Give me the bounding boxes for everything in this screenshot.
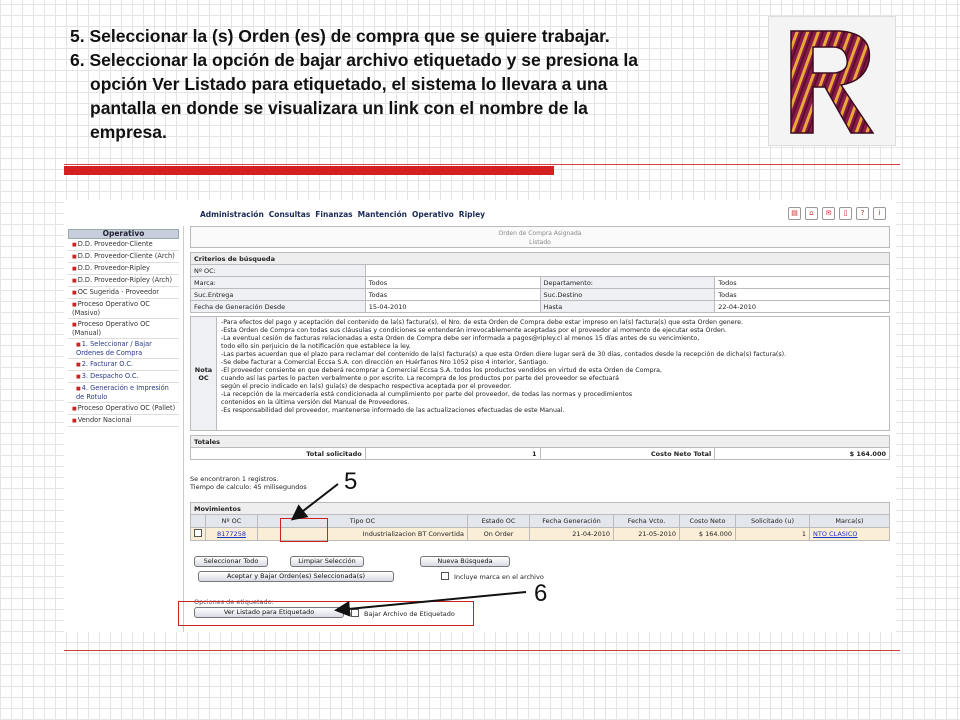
clear-selection-button[interactable]: Limpiar Selección (290, 556, 364, 567)
accept-download-button[interactable]: Aceptar y Bajar Orden(es) Seleccionada(s) (198, 571, 394, 582)
sidebar-item[interactable]: ■ Proceso Operativo OC (Pallet) (68, 403, 179, 415)
marca-label: Marca: (191, 277, 366, 289)
sidebar-subitem[interactable]: ■ 1. Seleccionar / Bajar Ordenes de Compra (68, 339, 179, 359)
include-brand-label: Incluye marca en el archivo (454, 573, 544, 581)
sidebar-item[interactable]: ■ D.D. Proveedor-Cliente (Arch) (68, 251, 179, 263)
depto-label: Departamento: (540, 277, 715, 289)
callout-number-6: 6 (534, 580, 548, 607)
costo-neto-value: $ 164.000 (715, 448, 890, 460)
sidebar-item[interactable]: ■ D.D. Proveedor-Cliente (68, 239, 179, 251)
document-icon[interactable]: ▯ (839, 207, 852, 220)
fecha-desde-value: 15-04-2010 (365, 301, 540, 313)
label-options-title: Opciones de etiquetado: (194, 598, 274, 606)
hasta-label: Hasta (540, 301, 715, 313)
col-marca: Marca(s) (810, 515, 890, 528)
calc-time: Tiempo de calculo: 45 milisegundos (190, 483, 307, 491)
cell-fecha-gen: 21-04-2010 (530, 528, 614, 541)
home-icon[interactable]: ⌂ (805, 207, 818, 220)
menu-administracion[interactable]: Administración (200, 210, 264, 219)
col-tipo: Tipo OC (258, 515, 468, 528)
col-fecha-vcto: Fecha Vcto. (614, 515, 680, 528)
page-title: Orden de Compra Asignada (498, 230, 582, 237)
cell-estado: On Order (468, 528, 530, 541)
sidebar-item[interactable]: ■ OC Sugerida - Proveedor (68, 287, 179, 299)
sidebar-item[interactable]: ■ D.D. Proveedor-Ripley (Arch) (68, 275, 179, 287)
menu-consultas[interactable]: Consultas (268, 210, 311, 219)
arrow-5 (294, 484, 338, 518)
menu-mantencion[interactable]: Mantención (357, 210, 407, 219)
sucent-label: Suc.Entrega (191, 289, 366, 301)
sidebar-subitem[interactable]: ■ 2. Facturar O.C. (68, 359, 179, 371)
sucdest-label: Suc.Destino (540, 289, 715, 301)
sidebar-subitem[interactable]: ■ 4. Generación e Impresión de Rotulo (68, 383, 179, 403)
sidebar-title: Operativo (68, 229, 179, 239)
sidebar-subitem[interactable]: ■ 3. Despacho O.C. (68, 371, 179, 383)
instruction-line-5: empresa. (90, 122, 167, 142)
info-icon[interactable]: i (873, 207, 886, 220)
hasta-value: 22-04-2010 (715, 301, 890, 313)
print-icon[interactable]: ▤ (788, 207, 801, 220)
download-label-file-label: Bajar Archivo de Etiquetado (364, 610, 455, 618)
totals-title: Totales (191, 436, 890, 448)
select-all-button[interactable]: Seleccionar Todo (194, 556, 268, 567)
marca-value: Todos (365, 277, 540, 289)
page-subtitle: Listado (529, 239, 551, 246)
mail-icon[interactable]: ✉ (822, 207, 835, 220)
nota-text: -Para efectos del pago y aceptación del contenido de la(s) factura(s), el Nro. de esta Orden de Compra debe estar impreso en la(s) factura(s) que esta Orden genere. -Esta Orden de Compra con todas sus cláusulas y condiciones se entenderán irrevocablemente aceptadas por el proveedor al momento de ejecutar esta Orden. -La eventual cesión de facturas relacionadas a esta Orden de Compra debe ser informada a pagos@ripley.cl al menos 15 días antes de su vencimiento, todo ello sin perjuicio de la notificación que establece la ley. -Las partes acuerdan que el plazo para reclamar del contenido de la(s) factura(s) a que esta Orden diere lugar será de 30 días, contados desde la recepción de dicha(s) factura(s). -Se debe facturar a Comercial Eccsa S.A. con dirección en Huérfanos Nro 1052 piso 4 interior, Santiago. -El proveedor consiente en que deberá recomprar a Comercial Eccsa S.A. todos los productos vendidos en virtud de esta Orden de Compra, cuando así las partes lo pacten verbalmente o por escrito. La recompra de los productos por parte del proveedor se efectuará según el precio indicado en la(s) guía(s) de despacho respectiva aceptada por el proveedor. -La recepción de la mercadería está condicionada al cumplimiento por parte del proveedor, de todas las normas y procedimientos contenidos en la última versión del Manual de Proveedores. -Es responsabilidad del proveedor, mantenerse informado de las actualizaciones efectuadas de este Manual. (221, 319, 787, 414)
instruction-line-3: opción Ver Listado para etiquetado, el sistema lo llevara a una (90, 74, 608, 94)
costo-neto-label: Costo Neto Total (540, 448, 715, 460)
fecha-desde-label: Fecha de Generación Desde (191, 301, 366, 313)
col-solicitado: Solicitado (u) (736, 515, 810, 528)
criteria-title: Criterios de búsqueda (191, 253, 890, 265)
col-estado: Estado OC (468, 515, 530, 528)
sidebar-item[interactable]: ■ Proceso Operativo OC (Manual) (68, 319, 179, 339)
oc-link[interactable]: 8177258 (217, 530, 246, 538)
movements-title: Movimientos (191, 503, 890, 515)
cell-solicitado: 1 (736, 528, 810, 541)
depto-value: Todos (715, 277, 890, 289)
arrow-6 (338, 592, 526, 610)
menu-operativo[interactable]: Operativo (412, 210, 454, 219)
menu-ripley[interactable]: Ripley (458, 210, 486, 219)
menu-finanzas[interactable]: Finanzas (315, 210, 353, 219)
cell-tipo: Industrializacion BT Convertida (258, 528, 468, 541)
result-count: Se encontraron 1 registros. (190, 475, 279, 483)
nota-label: Nota OC (191, 317, 217, 430)
instruction-step-5: 5. Seleccionar la (s) Orden (es) de compra que se quiere trabajar. (70, 26, 610, 46)
col-fecha-gen: Fecha Generación (530, 515, 614, 528)
instruction-step-6: 6. Seleccionar la opción de bajar archivo etiquetado y se presiona la (70, 50, 638, 70)
callout-number-5: 5 (344, 468, 358, 495)
total-solicitado-label: Total solicitado (191, 448, 366, 460)
help-icon[interactable]: ? (856, 207, 869, 220)
marca-link[interactable]: NTO CLASICO (813, 530, 858, 538)
cell-fecha-vcto: 21-05-2010 (614, 528, 680, 541)
view-labels-list-button[interactable]: Ver Listado para Etiquetado (194, 607, 344, 618)
sucent-value: Todas (365, 289, 540, 301)
cell-costo: $ 164.000 (680, 528, 736, 541)
sidebar-item[interactable]: ■ Vendor Nacional (68, 415, 179, 427)
sucdest-value: Todas (715, 289, 890, 301)
instruction-line-4: pantalla en donde se visualizara un link con el nombre de la (90, 98, 588, 118)
col-costo: Costo Neto (680, 515, 736, 528)
sidebar-item[interactable]: ■ D.D. Proveedor-Ripley (68, 263, 179, 275)
total-solicitado-value: 1 (365, 448, 540, 460)
col-oc: Nº OC (206, 515, 258, 528)
oc-label: Nº OC: (191, 265, 366, 277)
sidebar-item[interactable]: ■ Proceso Operativo OC (Masivo) (68, 299, 179, 319)
new-search-button[interactable]: Nueva Búsqueda (420, 556, 510, 567)
